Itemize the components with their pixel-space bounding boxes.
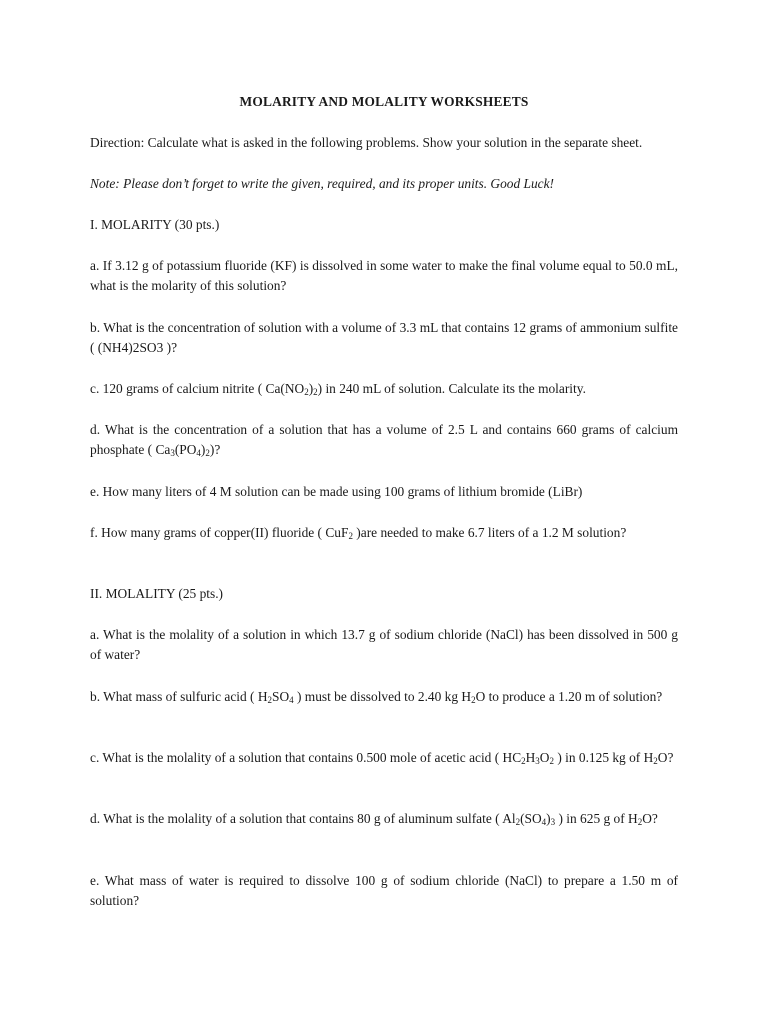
molality-problem-b: b. What mass of sulfuric acid ( $H_2SO_4$ ) must be dissolved to 2.40 kg $H_2O$ to produce a 1.20 m of solution? — [90, 689, 663, 705]
molality-problem-c: c. What is the molality of a solution that contains 0.500 mole of acetic acid ( $HC_2H_3O_2$ ) in 0.125 kg of $H_2O$? — [90, 750, 674, 766]
molarity-problem-a: a. If 3.12 g of potassium fluoride (KF) is dissolved in some water to make the final volume equal to 50.0 mL, what is the molarity of this solution? — [90, 258, 678, 293]
note-text: Note: Please don’t forget to write the given, required, and its proper units. Good Luck! — [90, 176, 555, 191]
molarity-problem-c: c. 120 grams of calcium nitrite ( $Ca(NO_2)_2$) in 240 mL of solution. Calculate its the molarity. — [90, 381, 586, 397]
molarity-problem-f: f. How many grams of copper(II) fluoride ( CuF$_2$ )are needed to make 6.7 liters of a 1.2 M solution? — [90, 525, 627, 541]
molarity-problem-d: d. What is the concentration of a solution that has a volume of 2.5 L and contains 660 grams of calcium phosphate ( $Ca_3(PO_4)_2$)? — [90, 422, 678, 458]
molality-problem-a: a. What is the molality of a solution in which 13.7 g of sodium chloride (NaCl) has been dissolved in 500 g of water? — [90, 627, 678, 662]
page-title: MOLARITY AND MOLALITY WORKSHEETS — [239, 94, 529, 109]
direction-text: Direction: Calculate what is asked in the following problems. Show your solution in the separate sheet. — [90, 135, 643, 150]
section-molarity-heading: I. MOLARITY (30 pts.) — [90, 217, 220, 232]
molality-problem-d: d. What is the molality of a solution that contains 80 g of aluminum sulfate ( $Al_2(SO_4)_3$ ) in 625 g of $H_2O$? — [90, 811, 658, 827]
section-molality-heading: II. MOLALITY (25 pts.) — [90, 586, 224, 601]
molarity-problem-b: b. What is the concentration of solution with a volume of 3.3 mL that contains 12 grams of ammonium sulfite ( (NH4)2SO3 )? — [90, 320, 678, 355]
molality-problem-e: e. What mass of water is required to dissolve 100 g of sodium chloride (NaCl) to prepare a 1.50 m of solution? — [90, 873, 678, 908]
molarity-problem-e: e. How many liters of 4 M solution can be made using 100 grams of lithium bromide (LiBr) — [90, 484, 583, 499]
